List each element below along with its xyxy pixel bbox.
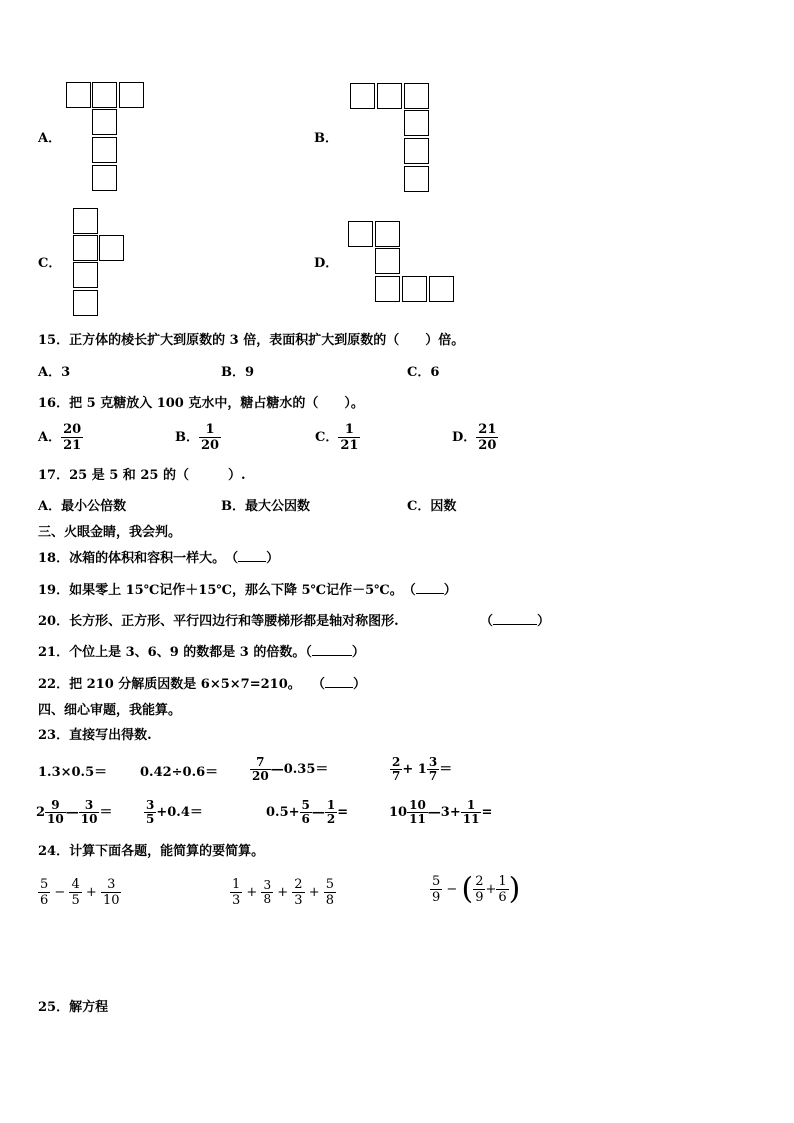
q15-option-b: B．9 <box>221 365 255 380</box>
question-15: 15．正方体的棱长扩大到原数的 3 倍，表面积扩大到原数的（ ）倍。 <box>38 333 465 348</box>
q23-expr-5: 2 $\frac{9}{10}$ — $\frac{3}{10}$ ＝ <box>36 798 113 826</box>
q23-expr-1: 1.3×0.5＝ <box>38 765 108 780</box>
question-23-title: 23．直接写出得数. <box>38 728 152 743</box>
q16-option-d: D． $\frac{21}{20}$ <box>452 422 497 453</box>
q20-answer-blank[interactable]: （ ） <box>480 614 551 629</box>
question-25-title: 25．解方程 <box>38 1000 109 1015</box>
question-18: 18．冰箱的体积和容积一样大。 （ ） <box>38 551 280 566</box>
question-20: 20．长方形、正方形、平行四边行和等腰梯形都是轴对称图形. <box>38 614 399 629</box>
question-21: 21．个位上是 3、6、9 的数都是 3 的倍数。（ ） <box>38 645 365 660</box>
q22-answer-blank[interactable]: （ ） <box>312 677 367 692</box>
q17-option-c: C．因数 <box>407 499 457 514</box>
q16-option-a: A． $\frac{20}{21}$ <box>38 422 82 453</box>
q23-expr-6: $\frac{3}{5}$ +0.4＝ <box>146 798 203 826</box>
question-19: 19．如果零上 15℃记作＋15℃，那么下降 5℃记作－5℃。 （ ） <box>38 583 457 598</box>
section-4-heading: 四、细心审题，我能算。 <box>38 703 182 718</box>
question-22: 22．把 210 分解质因数是 6×5×7=210。 <box>38 677 301 692</box>
q23-expr-4: $\frac{2}{7}$ + 1 $\frac{3}{7}$ ＝ <box>392 755 453 783</box>
q23-expr-2: 0.42÷0.6＝ <box>140 765 219 780</box>
q16-option-c: C． $\frac{1}{21}$ <box>315 422 359 453</box>
q15-option-a: A．3 <box>38 365 71 380</box>
option-c-label: C． <box>38 256 62 271</box>
option-a-label: A． <box>38 131 62 146</box>
q23-expr-8: 10 $\frac{10}{11}$ —3+ $\frac{1}{11}$ = <box>389 798 493 826</box>
q23-expr-3: $\frac{7}{20}$ —0.35＝ <box>252 755 329 783</box>
q23-expr-7: 0.5+ $\frac{5}{6}$ — $\frac{1}{2}$ = <box>266 798 349 826</box>
question-24-title: 24．计算下面各题，能简算的要简算。 <box>38 844 265 859</box>
question-16: 16．把 5 克糖放入 100 克水中，糖占糖水的（ ）。 <box>38 396 364 411</box>
q17-option-b: B．最大公因数 <box>221 499 310 514</box>
q15-option-c: C．6 <box>407 365 440 380</box>
question-17: 17．25 是 5 和 25 的（ ）. <box>38 468 246 483</box>
q24-problem-3: $\frac{5}{9}$ − ( $\frac{2}{9}$ + $\frac{1}{6}$ ) <box>432 871 521 907</box>
q24-problem-2: $\frac{1}{3}$ + $\frac{3}{8}$ + $\frac{2}{3}$ + $\frac{5}{8}$ <box>232 877 335 908</box>
q17-option-a: A．最小公倍数 <box>38 499 127 514</box>
option-d-label: D． <box>314 256 339 271</box>
q24-problem-1: $\frac{5}{6}$ − $\frac{4}{5}$ + $\frac{3}{10}$ <box>40 877 120 908</box>
q16-option-b: B． $\frac{1}{20}$ <box>175 422 220 453</box>
option-b-label: B． <box>314 131 338 146</box>
section-3-heading: 三、火眼金睛，我会判。 <box>38 525 182 540</box>
